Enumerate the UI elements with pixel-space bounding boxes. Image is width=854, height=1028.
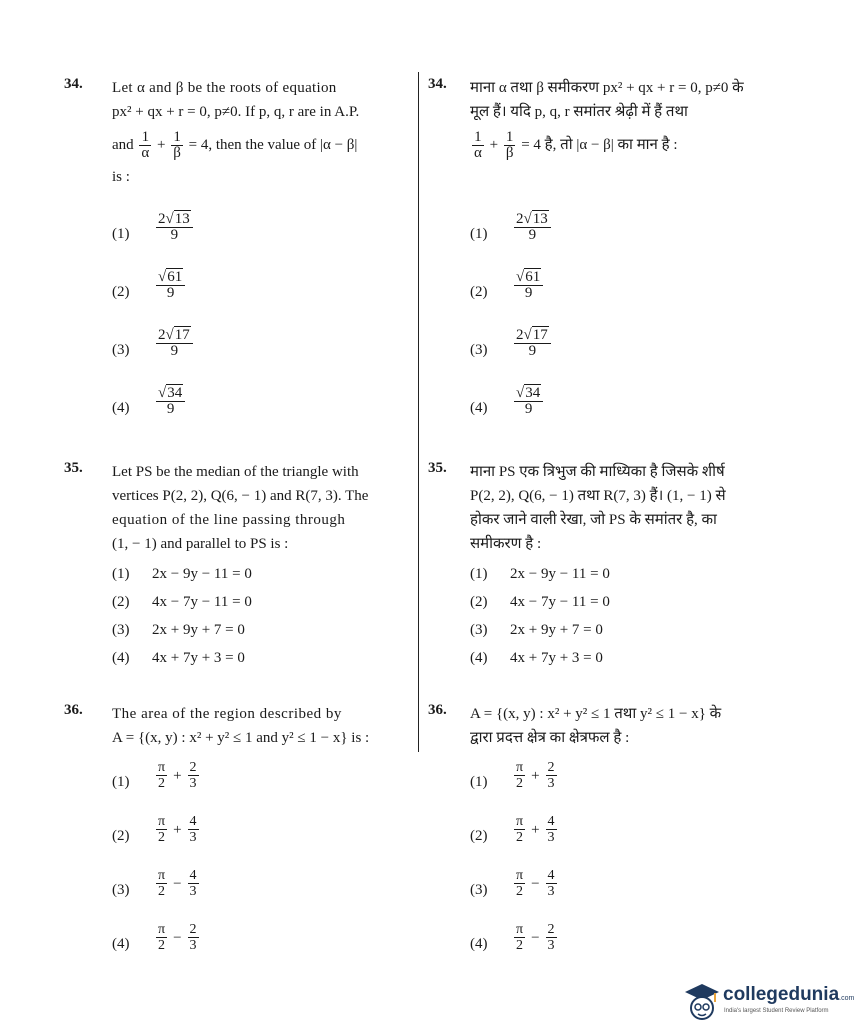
q34-hi-stem [470, 76, 770, 161]
q34-en-options: (1) $\frac{2√13}{9}$ (2) $\frac{√61}{9}$ (3) $\frac{2√17}{9}$ (4) $\frac{√34}{9}$ [112, 212, 442, 432]
q35-number-hi: 35. [428, 460, 447, 476]
q36-en-line2: A = {(x, y) : x² + y² ≤ 1 and y² ≤ 1 − x} is : [112, 730, 370, 746]
q34-hi-frac-alpha: $\frac{1}{\alpha}$ [474, 129, 482, 161]
q36-number-hi: 36. [428, 702, 447, 718]
q34-en-line2: px² + qx + r = 0, p≠0. If p, q, r are in A.P. [112, 104, 360, 120]
q35-hi-options: (1) 2x − 9y − 11 = 0 (2) 4x − 7y − 11 = 0 (3) 2x + 9y + 7 = 0 (4) 4x + 7y + 3 = 0 [470, 566, 610, 666]
logo-tagline: India's largest Student Review Platform [724, 1008, 829, 1014]
q35-en-line: Let PS be the median of the triangle with [112, 464, 359, 480]
q36-hi-line2: द्वारा प्रदत्त क्षेत्र का क्षेत्रफल है : [470, 730, 630, 746]
q35-hi-line: समीकरण है : [470, 536, 542, 552]
q35-hi-line: P(2, 2), Q(6, − 1) तथा R(7, 3) हैं। (1, − 1) से [470, 488, 726, 504]
q34-number-hi: 34. [428, 76, 447, 92]
q34-en-and: and [112, 136, 134, 153]
q36-en-stem [112, 702, 442, 750]
q34-en-stem [112, 76, 442, 189]
q34-en-line1: Let α and β be the roots of equation [112, 80, 337, 96]
graduate-mascot-icon [683, 978, 721, 1022]
q35-en-options: (1) 2x − 9y − 11 = 0 (2) 4x − 7y − 11 = 0 (3) 2x + 9y + 7 = 0 (4) 4x + 7y + 3 = 0 [112, 566, 252, 666]
q34-hi-line3: $\frac{1}{\alpha}$ + $\frac{1}{\beta}$ = 4 है, तो |α − β| का मान है : [474, 129, 678, 161]
q35-en-line: equation of the line passing through [112, 512, 346, 528]
q34-hi-line1: माना α तथा β समीकरण px² + qx + r = 0, p≠0 के [470, 80, 744, 96]
q34-en-tail: = 4, then the value of |α − β| [188, 136, 358, 153]
q35-en-line: vertices P(2, 2), Q(6, − 1) and R(7, 3). The [112, 488, 369, 504]
q34-hi-tail: = 4 है, तो |α − β| का मान है : [521, 136, 678, 153]
q34-en-is: is : [112, 169, 130, 185]
q36-en-options: (1) $\frac{\pi}{2}$ + $\frac{2}{3}$ (2) $\frac{\pi}{2}$ + $\frac{4}{3}$ (3) $\frac{\pi}{2}$ − $\frac{4}{3}$ (4) $\frac{\pi}{2}$ − $\frac{2}{3}$ [112, 760, 197, 953]
q34-en-frac-beta: $\frac{1}{\beta}$ [173, 129, 181, 161]
q35-hi-stem [470, 460, 770, 556]
q36-hi-options: (1) $\frac{\pi}{2}$ + $\frac{2}{3}$ (2) $\frac{\pi}{2}$ + $\frac{4}{3}$ (3) $\frac{\pi}{2}$ − $\frac{4}{3}$ (4) $\frac{\pi}{2}$ − $\frac{2}{3}$ [470, 760, 555, 953]
q35-en-stem [112, 460, 442, 556]
q36-en-line1: The area of the region described by [112, 706, 342, 722]
q35-hi-line: माना PS एक त्रिभुज की माध्यिका है जिसके शीर्ष [470, 464, 725, 480]
q35-number-en: 35. [64, 460, 83, 476]
q34-en-frac-alpha: $\frac{1}{\alpha}$ [141, 129, 150, 161]
logo-wordmark: collegedunia.com [723, 984, 854, 1005]
q35-hi-line: होकर जाने वाली रेखा, जो PS के समांतर है, का [470, 512, 717, 528]
q34-hi-options: (1) $\frac{2√13}{9}$ (2) $\frac{√61}{9}$ (3) $\frac{2√17}{9}$ (4) $\frac{√34}{9}$ [470, 212, 800, 432]
q34-hi-frac-beta: $\frac{1}{\beta}$ [505, 129, 514, 161]
q35-en-line: (1, − 1) and parallel to PS is : [112, 536, 289, 552]
q34-number-en: 34. [64, 76, 83, 92]
q34-en-line3: and $\frac{1}{\alpha}$ + $\frac{1}{\beta}$ = 4, then the value of |α − β| [112, 129, 358, 161]
q36-number-en: 36. [64, 702, 83, 718]
q36-hi-stem [470, 702, 770, 750]
q34-hi-line2: मूल हैं। यदि p, q, r समांतर श्रेढ़ी में हैं तथा [470, 104, 688, 120]
collegedunia-logo[interactable] [683, 978, 854, 1022]
q36-hi-line1: A = {(x, y) : x² + y² ≤ 1 तथा y² ≤ 1 − x} के [470, 706, 722, 722]
